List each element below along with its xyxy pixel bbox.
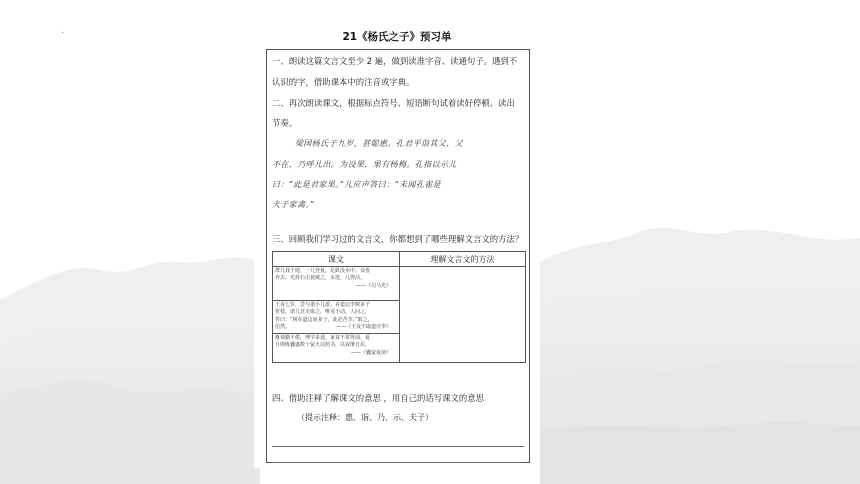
excerpt-line: 王戎七岁，尝与诸小儿游。看道边李树多子 xyxy=(275,302,371,308)
table-header-text: 课文 xyxy=(273,252,400,267)
section4-hint: （提示注释：惠、诣、乃、示、夫子） xyxy=(297,413,433,422)
excerpt-line: 答曰：“树在道边而多子，此必苦李。”取之， xyxy=(275,316,373,323)
table-header-method: 理解文言文的方法 xyxy=(400,252,526,267)
section4-question: 四、借助注释了解课文的意思 ，用自己的话写课文的意思 xyxy=(272,393,485,403)
section2-line1: 二、再次朗读课文，根据标点符号、短语断句试着读好停顿、读出 xyxy=(272,98,515,108)
section2-line2: 节奏。 xyxy=(272,118,298,128)
decor-dot: . xyxy=(61,25,65,36)
section1-line2: 认识的字，借助课本中的注音或字典。 xyxy=(272,77,415,87)
excerpt-wang-rong xyxy=(273,301,399,332)
passage-line4: 夫子家禽。” xyxy=(272,200,315,209)
excerpt-cell xyxy=(273,334,400,363)
excerpt-line: 弃去，光持石击瓮破之，水迸，儿得活。 xyxy=(275,275,366,282)
excerpt-source: ——《王戎不取道旁李》 xyxy=(335,323,391,330)
excerpt-cell xyxy=(273,267,400,301)
excerpt-line: 胤恭勤不倦，博学多通。家贫不常得油，夏 xyxy=(275,335,371,341)
excerpt-source: ——《囊萤夜读》 xyxy=(350,349,391,356)
excerpt-nang-ying xyxy=(273,334,399,358)
excerpt-line: 折枝，诸儿竞走取之，唯戎不动。人问之， xyxy=(275,309,371,316)
passage-line1: 梁国杨氏子九岁，甚聪惠。孔君平诣其父，父 xyxy=(295,139,463,148)
excerpt-line: 信然。 xyxy=(275,323,291,330)
worksheet-title: 21《杨氏之子》预习单 xyxy=(342,31,452,43)
passage-line3: 曰：“此是君家果。”儿应声答曰：“未闻孔雀是 xyxy=(272,180,442,189)
excerpt-sima-guang xyxy=(273,267,399,291)
excerpt-source: ——《司马光》 xyxy=(355,282,391,289)
section1-line1: 一、朗读这篇文言文至少 2 遍，做到读准字音、读通句子。遇到不 xyxy=(272,56,518,66)
methods-table xyxy=(272,251,526,363)
excerpt-cell xyxy=(273,301,400,334)
excerpt-line: 月则练囊盛数十萤火以照书，以夜继日焉。 xyxy=(275,342,371,349)
passage-line2: 不在，乃呼儿出。为设果，果有杨梅。孔指以示儿 xyxy=(272,160,457,169)
method-answer-cell[interactable] xyxy=(400,267,526,363)
worksheet-frame xyxy=(266,49,530,463)
section3-question: 三、回顾我们学习过的文言文，你都想到了哪些理解文言文的方法？ xyxy=(272,234,524,244)
table-row xyxy=(273,267,526,301)
excerpt-line: 群儿戏于庭，一儿登瓮，足跌没水中。众皆 xyxy=(275,268,371,274)
writing-line[interactable] xyxy=(272,462,524,463)
writing-line[interactable] xyxy=(272,446,524,447)
worksheet xyxy=(254,22,540,468)
